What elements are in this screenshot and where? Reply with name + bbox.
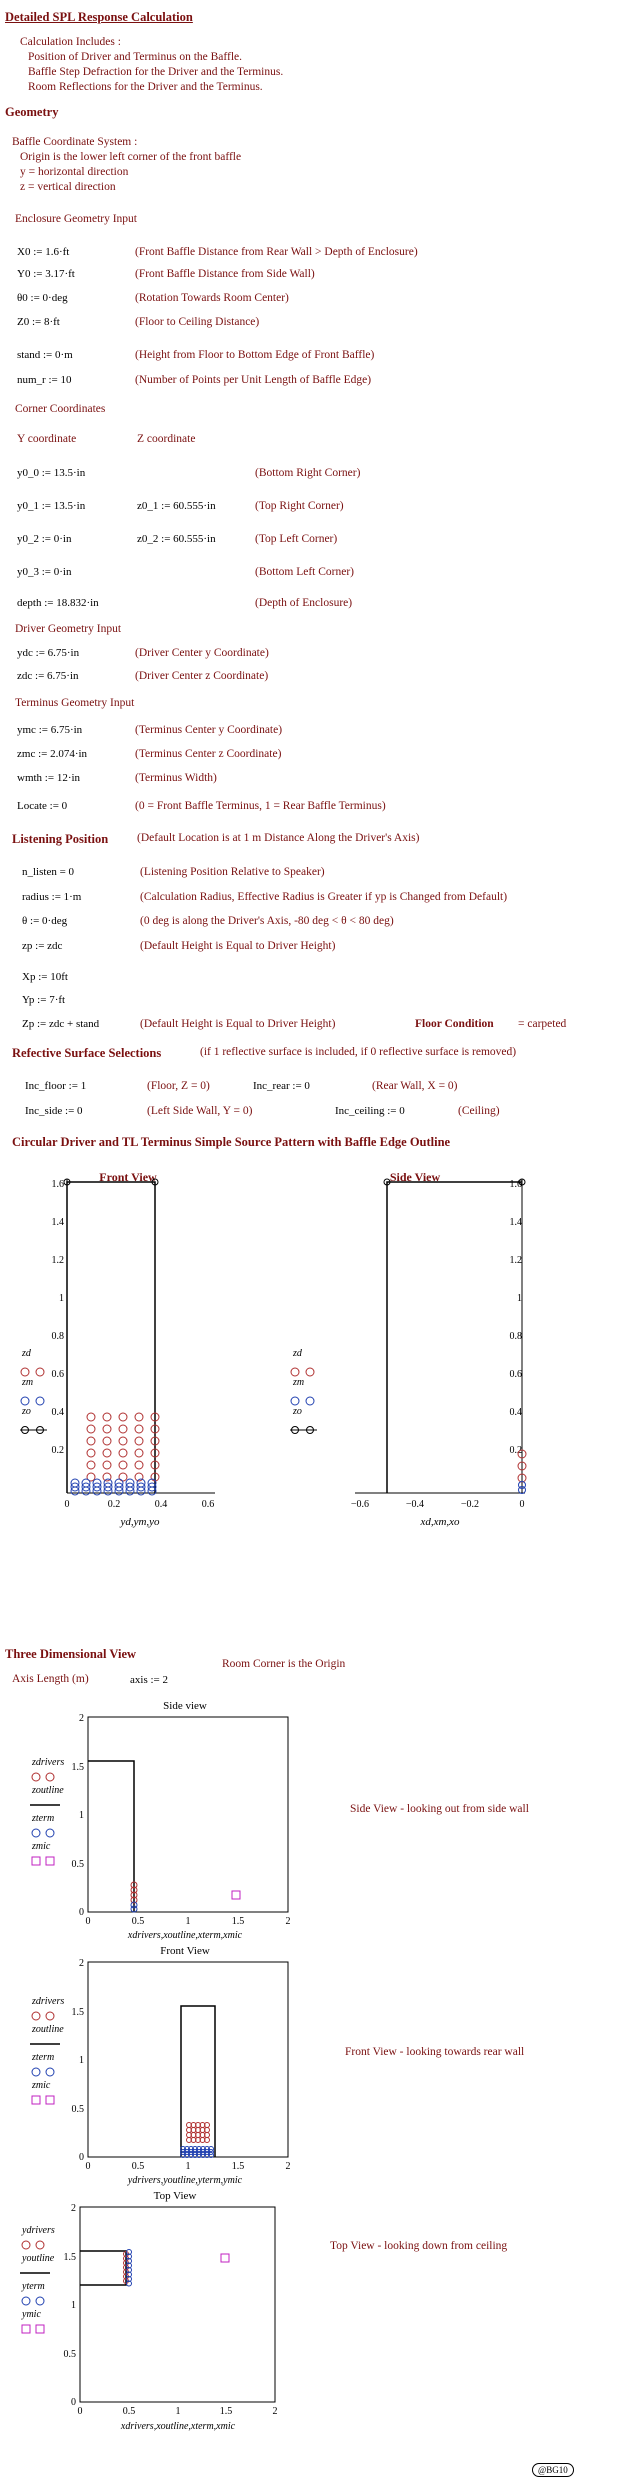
tick-label: 0.4 xyxy=(509,1407,522,1418)
view-title: Top View xyxy=(153,2190,197,2202)
tick-label: 0 xyxy=(85,1916,91,1927)
driver-source-point xyxy=(119,1461,127,1469)
eq-zp-stand[interactable]: Zp := zdc + stand xyxy=(22,1018,100,1030)
eq-wmth[interactable]: wmth := 12·in xyxy=(17,772,81,784)
note-inc-ceiling: (Ceiling) xyxy=(458,1105,500,1117)
eq-zmc[interactable]: zmc := 2.074·in xyxy=(17,748,88,760)
tick-label: 2 xyxy=(79,1958,84,1969)
tick-label: 1.5 xyxy=(71,1762,84,1773)
front-view-desc: Front View - looking towards rear wall xyxy=(345,2046,525,2058)
eq-z0[interactable]: Z0 := 8·ft xyxy=(17,316,60,328)
eq-yp[interactable]: Yp := 7·ft xyxy=(22,994,66,1006)
eq-axis[interactable]: axis := 2 xyxy=(130,1674,168,1686)
tick-label: 1.5 xyxy=(219,2406,233,2417)
eq-y0[interactable]: Y0 := 3.17·ft xyxy=(17,268,75,280)
tick-label: 0.4 xyxy=(154,1499,168,1510)
front-view-3d xyxy=(0,1940,330,2185)
driver-source-point xyxy=(103,1449,111,1457)
tick-label: 1.5 xyxy=(63,2252,76,2263)
enclosure-outline xyxy=(88,1761,134,1912)
axis-length-label: Axis Length (m) xyxy=(12,1673,89,1685)
note-x0: (Front Baffle Distance from Rear Wall > Depth of Enclosure) xyxy=(135,246,418,258)
legend-outline: zoutline xyxy=(32,2024,64,2035)
eq-zp[interactable]: zp := zdc xyxy=(22,940,63,952)
legend-zd: zd xyxy=(293,1348,302,1359)
includes-item: Baffle Step Defraction for the Driver and the Terminus. xyxy=(28,66,284,78)
corner-y-label: Y coordinate xyxy=(17,433,77,445)
legend-zm: zm xyxy=(22,1377,34,1388)
note-zmc: (Terminus Center z Coordinate) xyxy=(135,748,282,760)
driver-source-point xyxy=(119,1425,127,1433)
tick-label: 1 xyxy=(79,2055,84,2066)
note-corner: (Top Right Corner) xyxy=(255,500,344,512)
legend-drivers: zdrivers xyxy=(32,1757,65,1768)
side-view-plot xyxy=(293,1165,630,1645)
tick-label: 0.4 xyxy=(51,1407,64,1418)
tick-label: 0 xyxy=(71,2397,76,2408)
driver-source-point xyxy=(103,1437,111,1445)
tick-label: 0.6 xyxy=(51,1369,64,1380)
driver-source-point xyxy=(119,1413,127,1421)
note-ydc: (Driver Center y Coordinate) xyxy=(135,647,269,659)
three-d-heading: Three Dimensional View xyxy=(5,1647,137,1661)
tick-label: 0.2 xyxy=(509,1445,522,1456)
coord-system-line: y = horizontal direction xyxy=(20,166,129,178)
top-view-3d xyxy=(0,2185,330,2445)
eq-corner-y[interactable]: y0_1 := 13.5·in xyxy=(17,500,86,512)
tick-label: 2 xyxy=(71,2203,76,2214)
driver-source-point xyxy=(87,1461,95,1469)
driver-source-point xyxy=(119,1449,127,1457)
eq-stand[interactable]: stand := 0·m xyxy=(17,349,73,361)
tick-label: 1.5 xyxy=(231,2161,245,2172)
eq-inc-floor[interactable]: Inc_floor := 1 xyxy=(25,1080,87,1092)
eq-inc-ceiling[interactable]: Inc_ceiling := 0 xyxy=(335,1105,405,1117)
tick-label: 1.6 xyxy=(509,1179,522,1190)
note-inc-floor: (Floor, Z = 0) xyxy=(147,1080,210,1092)
tick-label: 0.8 xyxy=(509,1331,522,1342)
tick-label: 1.2 xyxy=(509,1255,522,1266)
note-ymc: (Terminus Center y Coordinate) xyxy=(135,724,283,736)
note-n-listen: (Listening Position Relative to Speaker) xyxy=(140,866,325,878)
side-view-3d xyxy=(0,1695,330,1940)
legend-mic: zmic xyxy=(32,2080,51,2091)
note-corner: (Top Left Corner) xyxy=(255,533,338,545)
legend-zo: zo xyxy=(22,1406,31,1417)
tick-label: 1.6 xyxy=(51,1179,64,1190)
tick-label: 1.2 xyxy=(51,1255,64,1266)
driver-source-point xyxy=(103,1413,111,1421)
tick-label: 1.4 xyxy=(509,1217,522,1228)
front-view-plot xyxy=(0,1165,300,1645)
note-inc-rear: (Rear Wall, X = 0) xyxy=(372,1080,458,1092)
tick-label: 0.5 xyxy=(131,1916,145,1927)
eq-depth[interactable]: depth := 18.832·in xyxy=(17,597,99,609)
eq-corner-z[interactable]: z0_1 := 60.555·in xyxy=(137,500,216,512)
legend-term: zterm xyxy=(32,2052,55,2063)
tick-label: 2 xyxy=(272,2406,278,2417)
side-xlabel: xd,xm,xo xyxy=(420,1516,460,1528)
driver-source-point xyxy=(87,1413,95,1421)
eq-ymc[interactable]: ymc := 6.75·in xyxy=(17,724,83,736)
view-title: Side view xyxy=(163,1700,207,1712)
geometry-heading: Geometry xyxy=(5,105,59,119)
reflective-heading: Refective Surface Selections xyxy=(12,1046,162,1060)
author-badge: @BG10 xyxy=(532,2463,574,2477)
floor-condition-value: = carpeted xyxy=(518,1018,567,1030)
note-num-r: (Number of Points per Unit Length of Baffle Edge) xyxy=(135,374,372,386)
page-title: Detailed SPL Response Calculation xyxy=(5,10,193,24)
enclosure-outline xyxy=(80,2251,126,2285)
tick-label: 0 xyxy=(64,1499,70,1510)
eq-theta[interactable]: θ := 0·deg xyxy=(22,915,68,927)
tick-label: 0.5 xyxy=(122,2406,136,2417)
includes-item: Room Reflections for the Driver and the Terminus. xyxy=(28,81,263,93)
tick-label: 0.8 xyxy=(51,1331,64,1342)
driver-source-point xyxy=(87,1425,95,1433)
driver-source-point xyxy=(135,1449,143,1457)
corner-heading: Corner Coordinates xyxy=(15,403,106,415)
note-wmth: (Terminus Width) xyxy=(135,772,217,784)
side-view-desc: Side View - looking out from side wall xyxy=(350,1803,529,1815)
tick-label: 0 xyxy=(79,1907,84,1918)
eq-corner-y[interactable]: y0_2 := 0·in xyxy=(17,533,72,545)
note-zp: (Default Height is Equal to Driver Height) xyxy=(140,940,336,952)
side-outline xyxy=(387,1182,522,1493)
legend-term: zterm xyxy=(32,1813,55,1824)
tick-label: 1 xyxy=(59,1293,64,1304)
tick-label: −0.2 xyxy=(460,1499,480,1510)
eq-theta0[interactable]: θ0 := 0·deg xyxy=(17,292,68,304)
driver-source-point xyxy=(87,1449,95,1457)
view-xlabel: ydrivers,youtline,yterm,ymic xyxy=(127,2175,243,2186)
tick-label: 1 xyxy=(71,2300,76,2311)
tick-label: 0 xyxy=(77,2406,83,2417)
driver-source-point xyxy=(135,1437,143,1445)
note-theta: (0 deg is along the Driver's Axis, -80 deg < θ < 80 deg) xyxy=(140,915,394,927)
listening-heading-note: (Default Location is at 1 m Distance Along the Driver's Axis) xyxy=(137,832,420,844)
coord-system-title: Baffle Coordinate System : xyxy=(12,136,138,148)
tick-label: 2 xyxy=(285,2161,291,2172)
tick-label: 0.5 xyxy=(71,1859,84,1870)
front-xlabel: yd,ym,yo xyxy=(120,1516,160,1528)
view-xlabel: xdrivers,xoutline,xterm,xmic xyxy=(120,2421,236,2432)
legend-zd: zd xyxy=(22,1348,31,1359)
driver-source-point xyxy=(119,1473,127,1481)
tick-label: 0.5 xyxy=(131,2161,145,2172)
eq-num-r[interactable]: num_r := 10 xyxy=(17,374,72,386)
tick-label: 1 xyxy=(185,1916,191,1927)
note-y0: (Front Baffle Distance from Side Wall) xyxy=(135,268,315,280)
tick-label: 1 xyxy=(175,2406,181,2417)
legend-zo: zo xyxy=(293,1406,302,1417)
enclosure-heading: Enclosure Geometry Input xyxy=(15,213,137,225)
eq-xp[interactable]: Xp := 10ft xyxy=(22,971,68,983)
note-locate: (0 = Front Baffle Terminus, 1 = Rear Baffle Terminus) xyxy=(135,800,386,812)
note-depth: (Depth of Enclosure) xyxy=(255,597,353,609)
tick-label: 0 xyxy=(519,1499,525,1510)
top-view-desc: Top View - looking down from ceiling xyxy=(330,2240,508,2252)
legend-term: yterm xyxy=(22,2281,45,2292)
legend-drivers: ydrivers xyxy=(22,2225,55,2236)
tick-label: 2 xyxy=(285,1916,291,1927)
baffle-outline xyxy=(67,1182,155,1493)
driver-heading: Driver Geometry Input xyxy=(15,623,122,635)
driver-source-point xyxy=(119,1437,127,1445)
view-xlabel: xdrivers,xoutline,xterm,xmic xyxy=(127,1930,243,1941)
includes-item: Position of Driver and Terminus on the Baffle. xyxy=(28,51,243,63)
terminus-heading: Terminus Geometry Input xyxy=(15,697,135,709)
corner-z-label: Z coordinate xyxy=(137,433,196,445)
eq-ydc[interactable]: ydc := 6.75·in xyxy=(17,647,80,659)
coord-system-line: z = vertical direction xyxy=(20,181,116,193)
driver-source-point xyxy=(135,1425,143,1433)
eq-locate[interactable]: Locate := 0 xyxy=(17,800,68,812)
note-theta0: (Rotation Towards Room Center) xyxy=(135,292,289,304)
legend-outline: zoutline xyxy=(32,1785,64,1796)
note-corner: (Bottom Right Corner) xyxy=(255,467,361,479)
tick-label: 0.2 xyxy=(51,1445,64,1456)
tick-label: 1 xyxy=(517,1293,522,1304)
tick-label: 0.6 xyxy=(201,1499,215,1510)
tick-label: 0.6 xyxy=(509,1369,522,1380)
driver-source-point xyxy=(103,1425,111,1433)
tick-label: 1.5 xyxy=(231,1916,245,1927)
legend-mic: ymic xyxy=(22,2309,41,2320)
tick-label: −0.4 xyxy=(405,1499,425,1510)
tick-label: 1 xyxy=(79,1810,84,1821)
note-z0: (Floor to Ceiling Distance) xyxy=(135,316,260,328)
driver-source-point xyxy=(87,1437,95,1445)
note-zp-stand: (Default Height is Equal to Driver Height) xyxy=(140,1018,336,1030)
legend-zm: zm xyxy=(293,1377,305,1388)
listening-heading: Listening Position xyxy=(12,832,109,846)
eq-zdc[interactable]: zdc := 6.75·in xyxy=(17,670,79,682)
tick-label: 0 xyxy=(85,2161,91,2172)
view-title: Front View xyxy=(160,1945,210,1957)
tick-label: −0.6 xyxy=(350,1499,370,1510)
eq-n-listen[interactable]: n_listen = 0 xyxy=(22,866,75,878)
tick-label: 0.5 xyxy=(71,2104,84,2115)
side-view-title: Side View xyxy=(389,1170,441,1184)
note-stand: (Height from Floor to Bottom Edge of Front Baffle) xyxy=(135,349,375,361)
front-view-title: Front View xyxy=(99,1170,157,1184)
driver-source-point xyxy=(135,1413,143,1421)
pattern-heading: Circular Driver and TL Terminus Simple Source Pattern with Baffle Edge Outline xyxy=(12,1135,451,1149)
tick-label: 0.2 xyxy=(107,1499,121,1510)
tick-label: 1.5 xyxy=(71,2007,84,2018)
eq-x0[interactable]: X0 := 1.6·ft xyxy=(17,246,70,258)
tick-label: 0.5 xyxy=(63,2349,76,2360)
tick-label: 1.4 xyxy=(51,1217,64,1228)
tick-label: 1 xyxy=(185,2161,191,2172)
coord-system-line: Origin is the lower left corner of the front baffle xyxy=(20,151,242,163)
tick-label: 2 xyxy=(79,1713,84,1724)
tick-label: 0 xyxy=(79,2152,84,2163)
eq-inc-rear[interactable]: Inc_rear := 0 xyxy=(253,1080,310,1092)
room-corner-note: Room Corner is the Origin xyxy=(222,1658,346,1670)
reflective-heading-note: (if 1 reflective surface is included, if 0 reflective surface is removed) xyxy=(200,1046,517,1058)
eq-corner-y[interactable]: y0_3 := 0·in xyxy=(17,566,72,578)
legend-drivers: zdrivers xyxy=(32,1996,65,2007)
note-corner: (Bottom Left Corner) xyxy=(255,566,355,578)
eq-corner-y[interactable]: y0_0 := 13.5·in xyxy=(17,467,86,479)
legend-outline: youtline xyxy=(22,2253,55,2264)
driver-source-point xyxy=(135,1461,143,1469)
legend-mic: zmic xyxy=(32,1841,51,1852)
includes-heading: Calculation Includes : xyxy=(20,36,121,48)
eq-corner-z[interactable]: z0_2 := 60.555·in xyxy=(137,533,216,545)
note-zdc: (Driver Center z Coordinate) xyxy=(135,670,269,682)
floor-condition-label: Floor Condition xyxy=(415,1018,494,1030)
note-inc-side: (Left Side Wall, Y = 0) xyxy=(147,1105,253,1117)
eq-inc-side[interactable]: Inc_side := 0 xyxy=(25,1105,83,1117)
eq-radius[interactable]: radius := 1·m xyxy=(22,891,82,903)
driver-source-point xyxy=(103,1461,111,1469)
note-radius: (Calculation Radius, Effective Radius is Greater if yp is Changed from Default) xyxy=(140,891,508,903)
